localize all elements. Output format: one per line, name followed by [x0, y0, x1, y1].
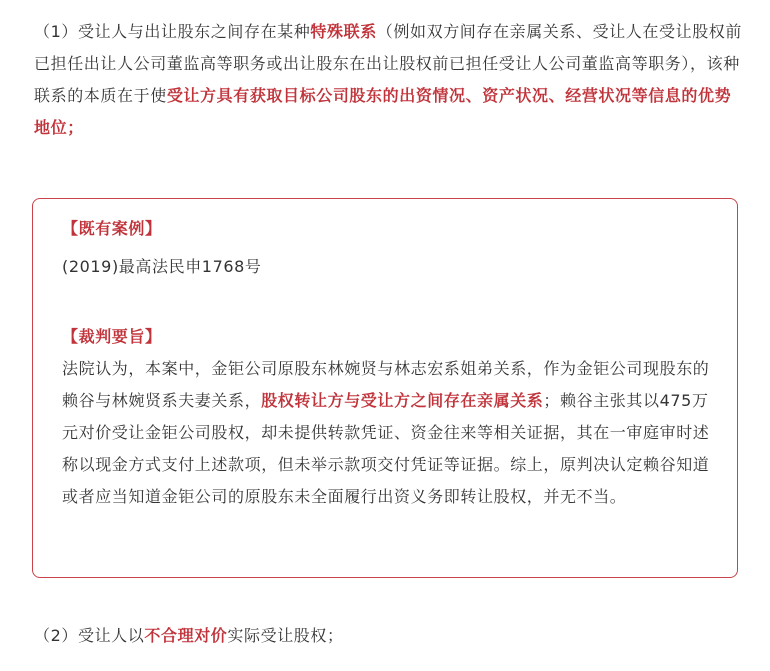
- paragraph-text: （例如双方间存在亲属关系、受让人在受让股权前已担任出让人公司董监高等职务或出让股东在出让股权前已担任受让人公司董监高等职务），该种联系的本质在于使: [34, 22, 742, 105]
- highlight-kinship: 股权转让方与受让方之间存在亲属关系: [261, 391, 544, 410]
- paragraph-condition-2: [34, 620, 746, 652]
- ruling-text: 法院认为，本案中，金钜公司原股东林婉贤与林志宏系姐弟关系，作为金钜公司现股东的赖谷与林婉贤系夫妻关系，: [62, 359, 710, 410]
- paragraph-text: （2）受让人以: [34, 626, 145, 645]
- paragraph-text: （1）受让人与出让股东之间存在某种: [34, 22, 311, 41]
- highlight-information-advantage: 受让方具有获取目标公司股东的出资情况、资产状况、经营状况等信息的优势地位；: [34, 86, 732, 137]
- paragraph-text: 实际受让股权；: [227, 626, 344, 645]
- case-box: [32, 198, 738, 578]
- highlight-unreasonable-price: 不合理对价: [144, 626, 228, 645]
- ruling-summary-heading: 【裁判要旨】: [62, 327, 162, 346]
- ruling-summary-text: [62, 353, 720, 513]
- ruling-text: ；赖谷主张其以475万元对价受让金钜公司股权，却未提供转款凭证、资金往来等相关证据，其在一审庭审时述称以现金方式支付上述款项，但未举示款项交付凭证等证据。综上，原判决认定赖谷知道或者应当知道金钜公司的原股东未全面履行出资义务即转让股权，并无不当。: [62, 391, 710, 506]
- existing-case-heading: 【既有案例】: [62, 219, 162, 238]
- highlight-special-relation: 特殊联系: [310, 22, 377, 41]
- case-number: (2019)最高法民申1768号: [62, 257, 262, 276]
- paragraph-condition-1: [34, 16, 746, 144]
